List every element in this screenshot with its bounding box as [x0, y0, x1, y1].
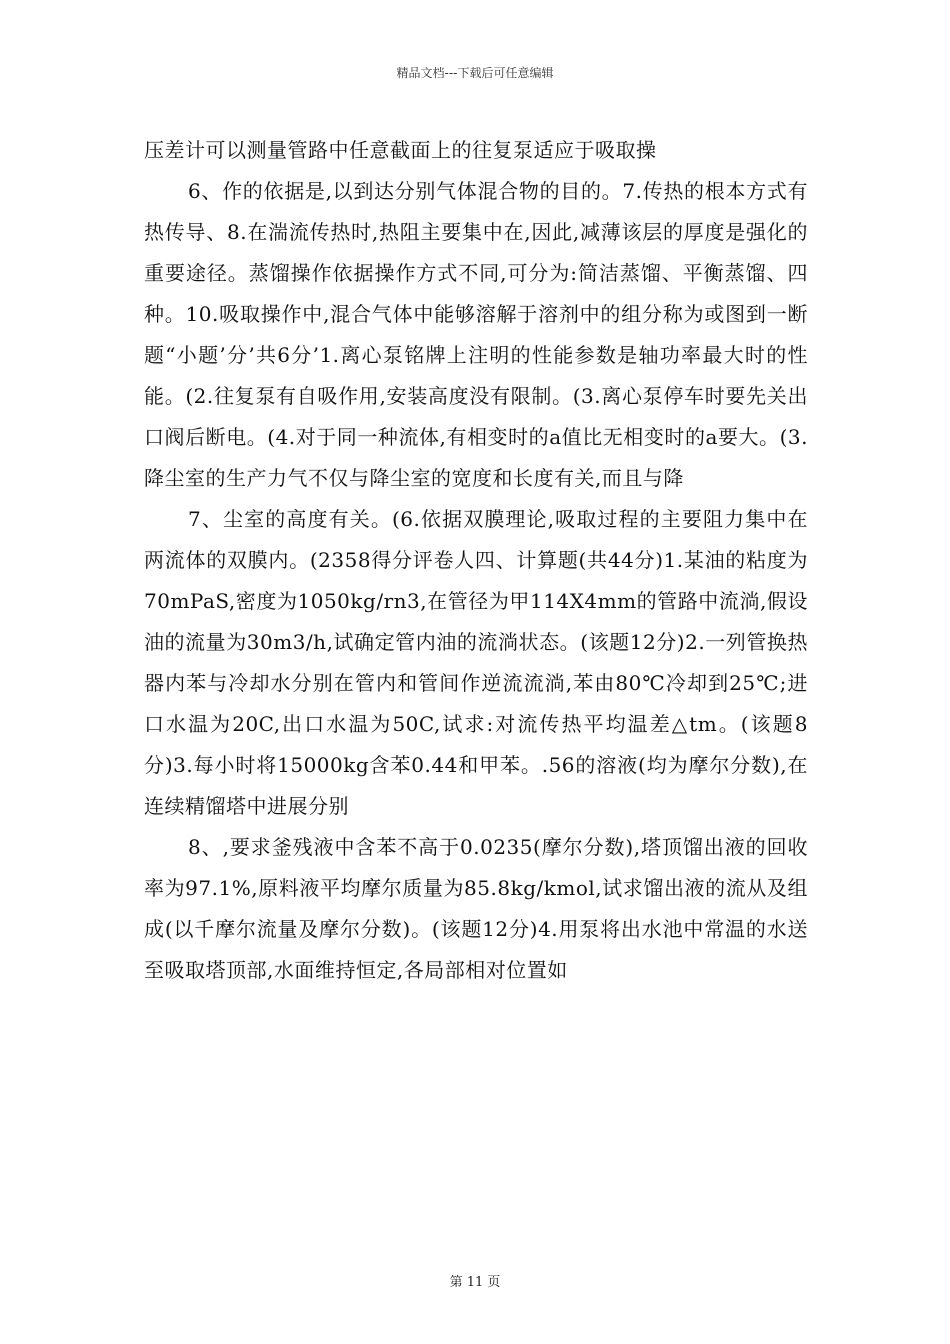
- paragraph-6: 6、作的依据是,以到达分别气体混合物的目的。7.传热的根本方式有热传导、8.在湍流传热时,热阻主要集中在,因此,减薄该层的厚度是强化的重要途径。蒸馏操作依据操作方式不同,可分为:简洁蒸馏、平衡蒸馏、四种。10.吸取操作中,混合气体中能够溶解于溶剂中的组分称为或图到一断题“小题’分’共6分’1.离心泵铭牌上注明的性能参数是轴功率最大时的性能。(2.往复泵有自吸作用,安装高度没有限制。(3.离心泵停车时要先关出口阀后断电。(4.对于同一种流体,有相变时的a值比无相变时的a要大。(3.降尘室的生产力气不仅与降尘室的宽度和长度有关,而且与降: [144, 179, 808, 490]
- paragraph-8: 8、,要求釜残液中含苯不高于0.0235(摩尔分数),塔顶馏出液的回收率为97.1%,原料液平均摩尔质量为85.8kg/kmol,试求馏出液的流从及组成(以千摩尔流量及摩尔分数)。(该题12分)4.用泵将出水池中常温的水送至吸取塔顶部,水面维持恒定,各局部相对位置如: [144, 835, 808, 982]
- page-number: 第 11 页: [449, 1275, 501, 1290]
- paragraph-continuation: 压差计可以测量管路中任意截面上的往复泵适应于吸取操: [144, 138, 657, 162]
- paragraph-7: 7、尘室的高度有关。(6.依据双膜理论,吸取过程的主要阻力集中在两流体的双膜内。(2358得分评卷人四、计算题(共44分)1.某油的粘度为70mPaS,密度为1050kg/rn3,在管径为甲114X4mm的管路中流淌,假设油的流量为30m3/h,试确定管内油的流淌状态。(该题12分)2.一列管换热器内苯与冷却水分别在管内和管间作逆流流淌,苯由80℃冷却到25℃;进口水温为20C,出口水温为50C,试求:对流传热平均温差△tm。(该题8分)3.每小时将15000kg含苯0.44和甲苯。.56的溶液(均为摩尔分数),在连续精馏塔中进展分别: [144, 507, 808, 818]
- page-header: 精品文档---下载后可任意编辑: [396, 66, 554, 80]
- document-body: [144, 130, 808, 991]
